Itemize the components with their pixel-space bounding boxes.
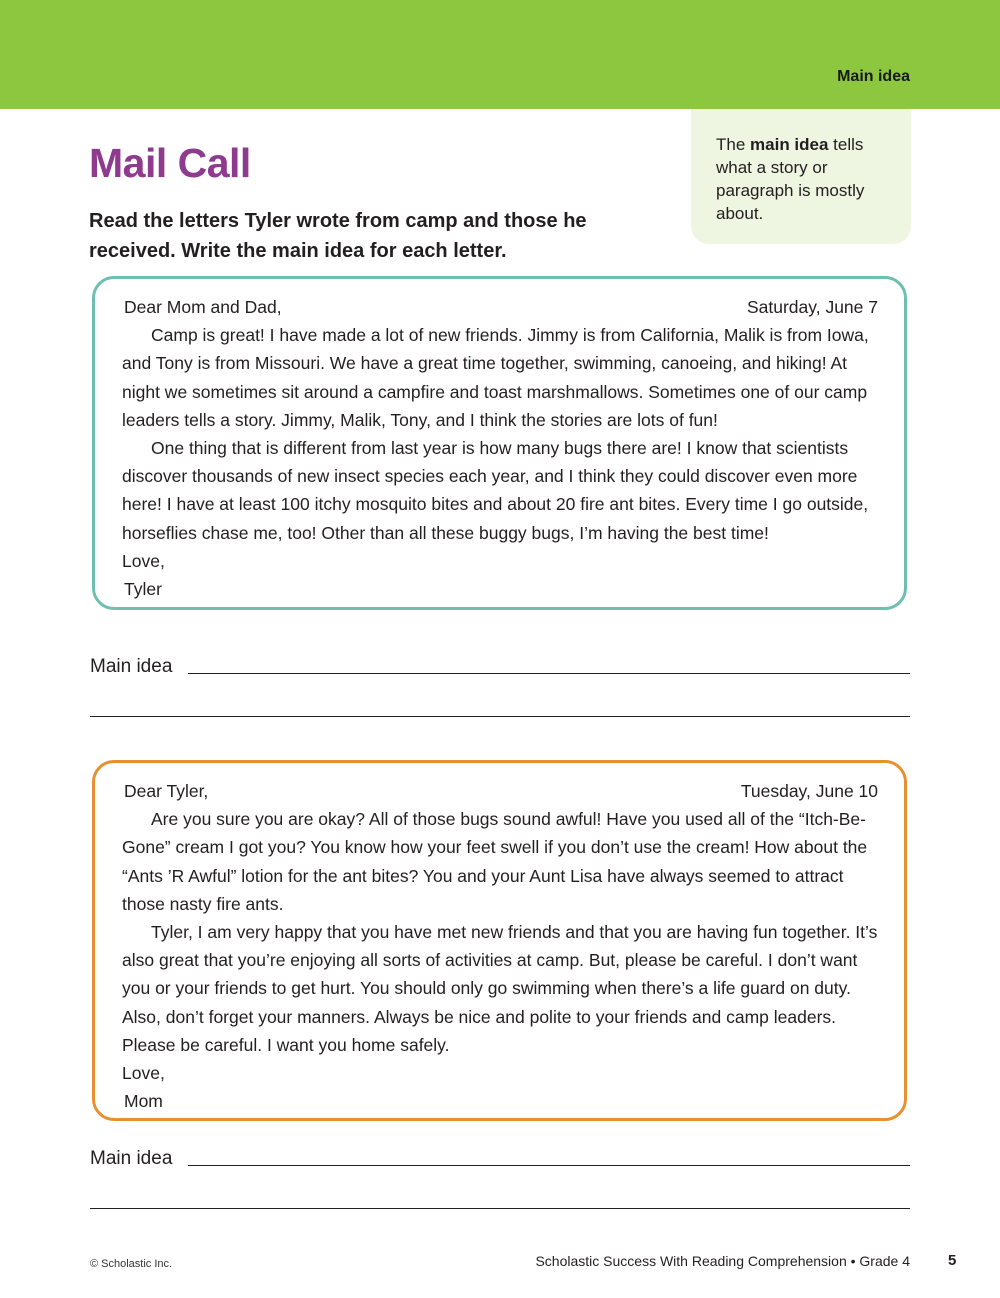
letter-date: Saturday, June 7 [746, 297, 878, 317]
tip-bold-term: main idea [750, 135, 829, 154]
letter-closing: Love, [122, 550, 165, 571]
copyright: © Scholastic Inc. [90, 1258, 173, 1270]
main-idea-label-1: Main idea [90, 656, 173, 677]
letter-signature: Tyler [124, 579, 162, 600]
tip-prefix: The [716, 135, 751, 154]
letter-paragraph: Are you sure you are okay? All of those bugs sound awful! Have you used all of the “Itch-Be-Gone” cream I got you? You know how your feet swell if you don’t use the cream! How about the “Ants ’R Awful” lotion for the ant bites? You and your Aunt Lisa have always seemed to attract those nasty fire ants. [122, 809, 868, 914]
letter-paragraph: Camp is great! I have made a lot of new friends. Jimmy is from California, Malik is from Iowa, and Tony is from Missouri. We have a great time together, swimming, canoeing, and hiking! At night we sometimes sit around a campfire and toast marshmallows. Sometimes one of our camp leaders tells a story. Jimmy, Malik, Tony, and I think the stories are lots of fun! [122, 325, 869, 430]
main-idea-answer-line-1a[interactable] [188, 673, 910, 674]
main-idea-answer-line-1b[interactable] [90, 716, 910, 717]
main-idea-answer-line-2a[interactable] [188, 1165, 910, 1166]
letter-paragraph: One thing that is different from last year is how many bugs there are! I know that scientists discover thousands of new insect species each year, and I think they could discover even more here! I have at least 100 itchy mosquito bites and about 20 fire ant bites. Every time I go outside, horseflies chase me, too! Other than all these buggy bugs, I’m having the best time! [122, 438, 869, 543]
letter-closing: Love, [122, 1063, 165, 1084]
page-title: Mail Call [89, 140, 251, 186]
letter-from-mom [92, 760, 907, 1121]
letter-date: Tuesday, June 10 [740, 781, 878, 801]
page-number: 5 [948, 1252, 957, 1269]
tip-suffix: tells what a story or paragraph is mostly about. [716, 135, 865, 223]
section-label: Main idea [837, 68, 910, 85]
letter-salutation: Dear Mom and Dad, [124, 297, 282, 317]
header-band [0, 0, 1000, 109]
letter-signature: Mom [124, 1091, 163, 1112]
book-title: Scholastic Success With Reading Comprehension • Grade 4 [535, 1253, 910, 1269]
tip-box [691, 109, 911, 244]
main-idea-answer-line-2b[interactable] [90, 1208, 910, 1209]
letter-from-tyler [92, 276, 907, 610]
letter-header [122, 293, 878, 321]
letter-salutation: Dear Tyler, [124, 781, 209, 801]
main-idea-label-2: Main idea [90, 1148, 173, 1169]
letter-header [122, 777, 878, 805]
instructions: Read the letters Tyler wrote from camp and those he received. Write the main idea for each letter. [89, 210, 587, 262]
letter-paragraph: Tyler, I am very happy that you have met new friends and that you are having fun together. It’s also great that you’re enjoying all sorts of activities at camp. But, please be careful. I don’t want you or your friends to get hurt. You should only go swimming when there’s a life guard on duty. Also, don’t forget your manners. Always be nice and polite to your friends and camp leaders. Please be careful. I want you home safely. [122, 922, 878, 1055]
